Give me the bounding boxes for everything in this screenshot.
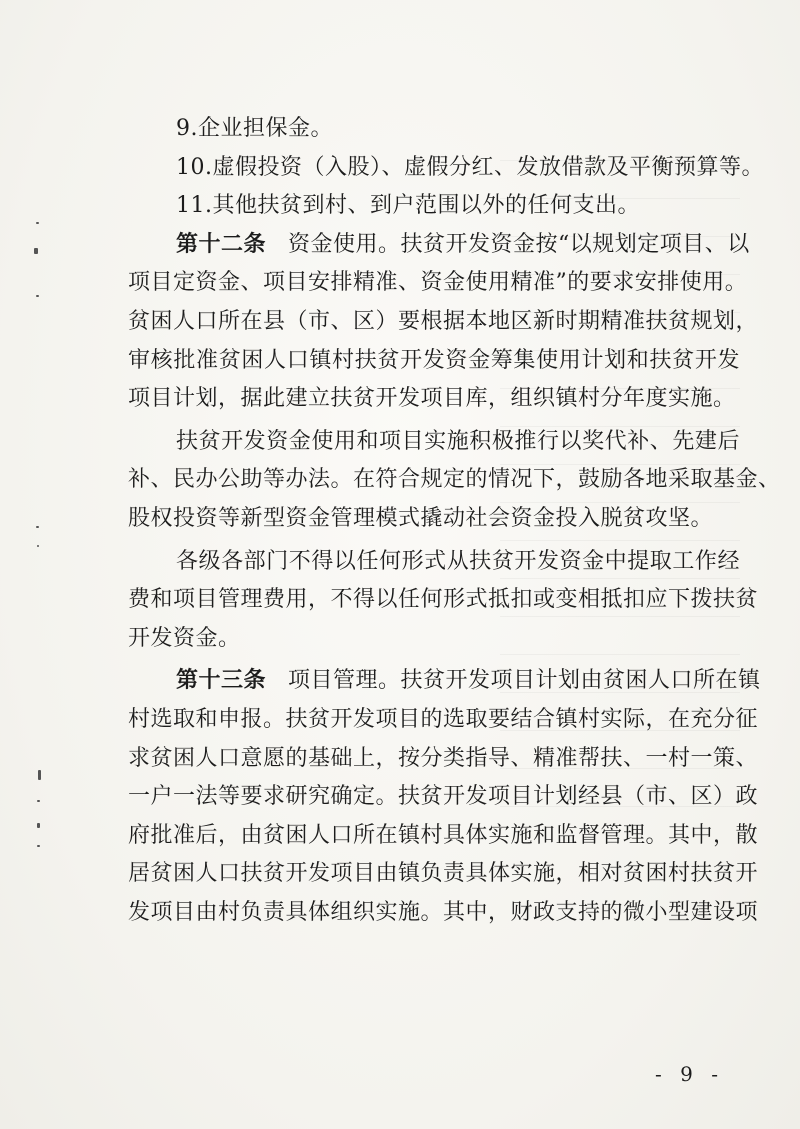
binding-mark (38, 770, 41, 780)
article-12-para2-line: 扶贫开发资金使用和项目实施积极推行以奖代补、先建后 (176, 428, 740, 454)
article-12-line: 项目定资金、项目安排精准、资金使用精准”的要求安排使用。 (128, 270, 748, 296)
article-13-text: 项目管理。扶贫开发项目计划由贫困人口所在镇 (288, 668, 761, 694)
binding-margin (0, 0, 60, 1129)
page-number: - 9 - (655, 1062, 724, 1086)
article-13-line: 村选取和申报。扶贫开发项目的选取要结合镇村实际，在充分征 (128, 706, 759, 732)
article-12-line: 贫困人口所在县（市、区）要根据本地区新时期精准扶贫规划， (128, 308, 759, 334)
article-13-line: 一户一法等要求研究确定。扶贫开发项目计划经县（市、区）政 (128, 784, 759, 810)
article-12-para2-line: 股权投资等新型资金管理模式撬动社会资金投入脱贫攻坚。 (128, 505, 714, 531)
article-12-first-line (128, 226, 750, 265)
article-12-para3-line: 开发资金。 (128, 625, 241, 651)
article-12-para3-line: 各级各部门不得以任何形式从扶贫开发资金中提取工作经 (176, 548, 740, 574)
binding-mark (37, 823, 40, 828)
binding-mark (37, 845, 40, 847)
article-13-line: 发项目由村负责具体组织实施。其中，财政支持的微小型建设项 (128, 899, 759, 925)
binding-mark (36, 295, 39, 297)
article-12-line: 项目计划，据此建立扶贫开发项目库，组织镇村分年度实施。 (128, 386, 736, 412)
article-12-text: 资金使用。扶贫开发资金按“以规划定项目、以 (288, 231, 750, 257)
article-12-line: 审核批准贫困人口镇村扶贫开发资金筹集使用计划和扶贫开发 (128, 347, 740, 373)
article-12-heading: 第十二条 (176, 231, 267, 257)
article-12-para3-line: 费和项目管理费用，不得以任何形式抵扣或变相抵扣应下拨扶贫 (128, 587, 759, 613)
binding-mark (36, 526, 39, 528)
list-item-10: 10.虚假投资（入股）、虚假分红、发放借款及平衡预算等。 (176, 154, 764, 180)
binding-mark (34, 248, 38, 254)
article-12-para2-line: 补、民办公助等办法。在符合规定的情况下，鼓励各地采取基金、 (128, 467, 781, 493)
article-13-line: 府批准后，由贫困人口所在镇村具体实施和监督管理。其中，散 (128, 822, 759, 848)
document-body (128, 110, 781, 932)
list-item-11: 11.其他扶贫到村、到户范围以外的任何支出。 (176, 193, 640, 219)
article-13-line: 居贫困人口扶贫开发项目由镇负责具体实施，相对贫困村扶贫开 (128, 861, 759, 887)
article-13-first-line (128, 662, 761, 701)
binding-mark (36, 222, 39, 224)
list-item-9: 9.企业担保金。 (176, 116, 333, 141)
binding-mark (37, 800, 40, 802)
binding-mark (37, 545, 39, 547)
article-13-line: 求贫困人口意愿的基础上，按分类指导、精准帮扶、一村一策、 (128, 745, 759, 771)
article-13-heading: 第十三条 (176, 668, 267, 694)
